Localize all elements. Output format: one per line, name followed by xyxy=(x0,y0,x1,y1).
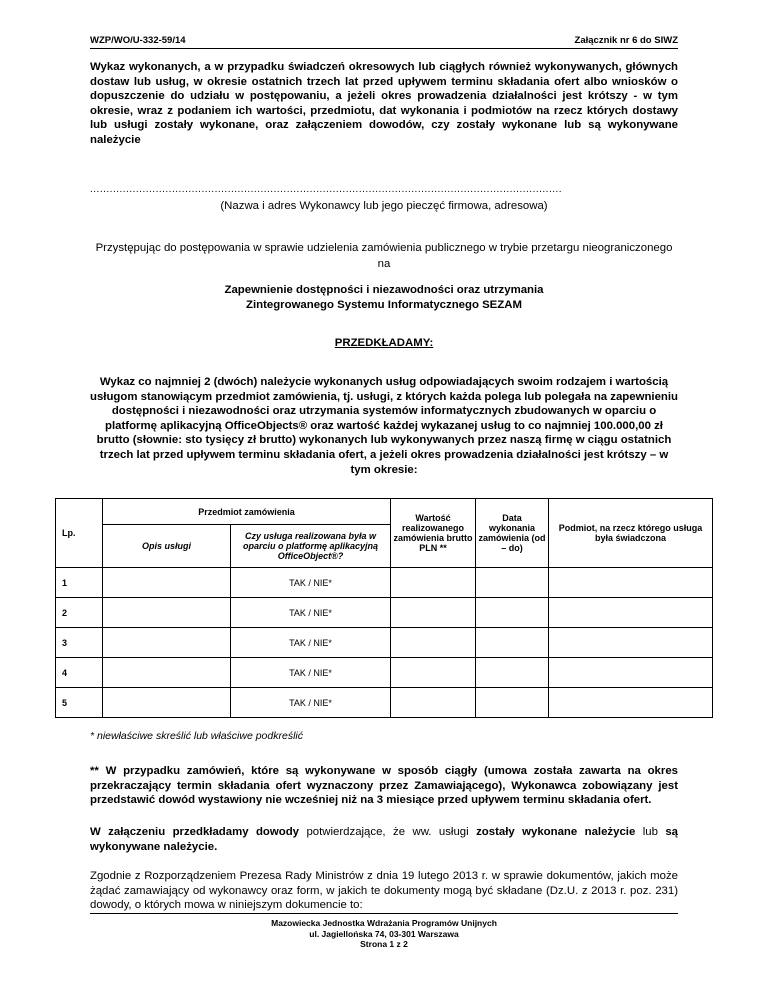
evidence-paragraph xyxy=(90,825,678,854)
evidence-part-2: potwierdzające, że ww. usługi xyxy=(299,826,477,838)
col-opis: Opis usługi xyxy=(103,525,231,568)
przedkladamy-heading: PRZEDKŁADAMY: xyxy=(334,337,434,349)
evidence-part-4: lub xyxy=(635,826,666,838)
row-lp: 1 xyxy=(56,568,103,598)
row-podmiot[interactable] xyxy=(549,688,713,718)
row-podmiot[interactable] xyxy=(549,628,713,658)
row-lp: 4 xyxy=(56,658,103,688)
case-number: WZP/WO/U-332-59/14 xyxy=(90,35,186,46)
evidence-part-1: W załączeniu przedkładamy dowody xyxy=(90,826,300,838)
footer-address: ul. Jagiellońska 74, 03-301 Warszawa xyxy=(309,928,459,939)
procedure-text: Przystępując do postępowania w sprawie udzielenia zamówienia publicznego w trybie przetargu nieograniczonego na xyxy=(95,242,673,270)
tender-subject xyxy=(90,283,678,313)
row-tak-nie: TAK / NIE* xyxy=(231,688,391,718)
regulation-paragraph: Zgodnie z Rozporządzeniem Prezesa Rady Ministrów z dnia 19 lutego 2013 r. w sprawie dokumentów, jakich może żądać zamawiający od wykonawcy oraz form, w jakich te dokumenty mogą być składane (Dz.U. z 2013 r. poz. 231) dowody, o których mowa w niniejszym dokumencie to: xyxy=(90,870,678,912)
col-czy: Czy usługa realizowana była w oparciu o platformę aplikacyjną OfficeObject®? xyxy=(231,525,391,568)
row-data[interactable] xyxy=(476,628,549,658)
row-data[interactable] xyxy=(476,598,549,628)
row-tak-nie: TAK / NIE* xyxy=(231,628,391,658)
row-lp: 5 xyxy=(56,688,103,718)
footer-org: Mazowiecka Jednostka Wdrażania Programów Unijnych xyxy=(271,918,497,928)
row-podmiot[interactable] xyxy=(549,658,713,688)
table-row xyxy=(56,658,713,688)
subject-line-1: Zapewnienie dostępności i niezawodności oraz utrzymania xyxy=(224,284,544,296)
evidence-part-5: są wykonywane należycie. xyxy=(90,826,679,853)
row-opis[interactable] xyxy=(103,628,231,658)
row-tak-nie: TAK / NIE* xyxy=(231,568,391,598)
row-wartosc[interactable] xyxy=(391,628,476,658)
row-wartosc[interactable] xyxy=(391,598,476,628)
col-wartosc: Wartość realizowanego zamówienia brutto PLN ** xyxy=(391,499,476,568)
row-data[interactable] xyxy=(476,568,549,598)
row-opis[interactable] xyxy=(103,688,231,718)
page-header xyxy=(90,35,678,49)
services-table xyxy=(55,498,713,718)
row-wartosc[interactable] xyxy=(391,568,476,598)
evidence-part-3: zostały wykonane należycie xyxy=(476,826,636,838)
footnote-single-star: * niewłaściwe skreślić lub właściwe podkreślić xyxy=(90,730,303,742)
row-podmiot[interactable] xyxy=(549,568,713,598)
table-row xyxy=(56,568,713,598)
row-lp: 3 xyxy=(56,628,103,658)
page-footer xyxy=(90,913,678,950)
row-wartosc[interactable] xyxy=(391,688,476,718)
row-podmiot[interactable] xyxy=(549,598,713,628)
footnote-double-star: ** W przypadku zamówień, które są wykonywane w sposób ciągły (umowa została zawarta na okres przekraczający termin składania ofert wyznaczony przez Zamawiającego), Wykonawca zobowiązany jest przedstawić dowód wystawiony nie wcześniej niż na 3 miesiące przed upływem terminu składania ofert. xyxy=(90,765,678,807)
contractor-caption: (Nazwa i adres Wykonawcy lub jego pieczęć firmowa, adresowa) xyxy=(220,200,548,212)
wykaz-paragraph: Wykaz co najmniej 2 (dwóch) należycie wykonanych usług odpowiadających swoim rodzajem i wartością usługom stanowiącym przedmiot zamówienia, tj. usługi, z których każda polega lub polegała na zapewnieniu dostępności i niezawodności oraz utrzymania systemów informatycznych zbudowanych w oparciu o platformę aplikacyjną OfficeObjects® oraz wartość każdej wykazanej usług to co najmniej 100.000,00 zł brutto (słownie: sto tysięcy zł brutto) wykonanych lub wykonywanych przez naszą firmę w ciągu ostatnich trzech lat przed upływem terminu składania ofert, a jeżeli okres prowadzenia działalności jest krótszy – w tym okresie: xyxy=(90,376,678,476)
row-tak-nie: TAK / NIE* xyxy=(231,658,391,688)
table-row xyxy=(56,598,713,628)
row-data[interactable] xyxy=(476,658,549,688)
row-opis[interactable] xyxy=(103,598,231,628)
subject-line-2: Zintegrowanego Systemu Informatycznego SEZAM xyxy=(246,299,522,311)
col-data: Data wykonania zamówienia (od – do) xyxy=(476,499,549,568)
footer-page-number: Strona 1 z 2 xyxy=(360,939,408,949)
col-przedmiot: Przedmiot zamówienia xyxy=(103,499,391,525)
attachment-label: Załącznik nr 6 do SIWZ xyxy=(574,35,678,46)
row-opis[interactable] xyxy=(103,568,231,598)
row-tak-nie: TAK / NIE* xyxy=(231,598,391,628)
table-row xyxy=(56,688,713,718)
contractor-dotted-line: ................................................................................................................................................ xyxy=(90,184,563,195)
row-lp: 2 xyxy=(56,598,103,628)
row-opis[interactable] xyxy=(103,658,231,688)
col-lp: Lp. xyxy=(56,499,103,568)
intro-paragraph: Wykaz wykonanych, a w przypadku świadczeń okresowych lub ciągłych również wykonywanych, głównych dostaw lub usług, w okresie ostatnich trzech lat przed upływem terminu składania ofert albo wniosków o dopuszczenie do udziału w postępowaniu, a jeżeli okres prowadzenia działalności jest krótszy - w tym okresie, wraz z podaniem ich wartości, przedmiotu, dat wykonania i podmiotów na rzecz których dostawy lub usługi zostały wykonane, oraz załączeniem dowodów, czy zostały wykonane lub są wykonywane należycie xyxy=(90,61,678,146)
table-row xyxy=(56,628,713,658)
col-podmiot: Podmiot, na rzecz którego usługa była świadczona xyxy=(549,499,713,568)
row-data[interactable] xyxy=(476,688,549,718)
row-wartosc[interactable] xyxy=(391,658,476,688)
